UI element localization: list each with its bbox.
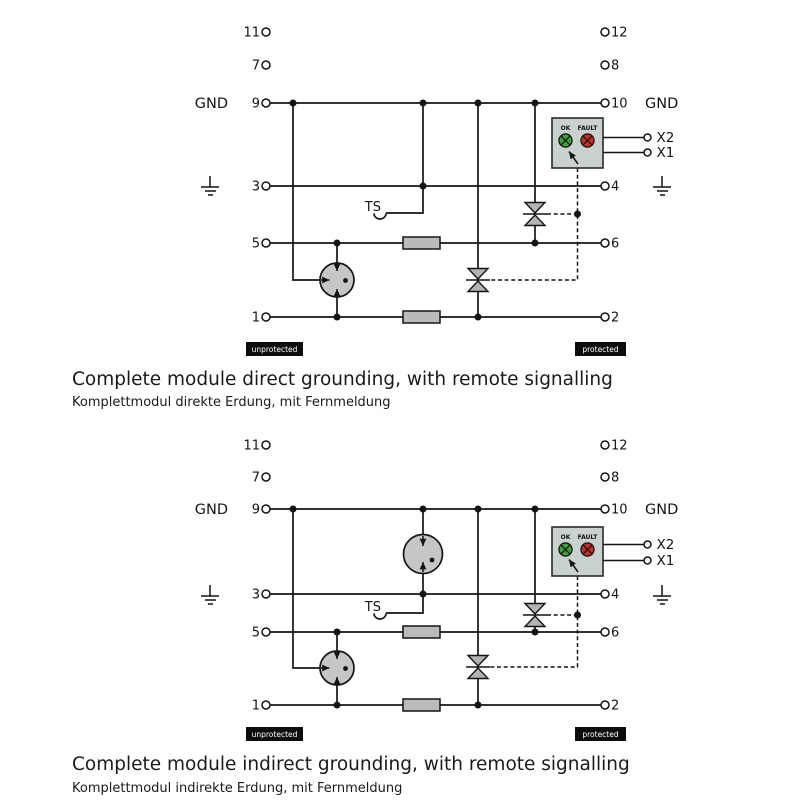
remote-indicator-box bbox=[552, 527, 674, 576]
x2-label: X2 bbox=[656, 537, 675, 553]
terminal-circle-8 bbox=[601, 61, 609, 69]
gas-discharge-tube-icon bbox=[320, 263, 354, 297]
terminal-label-11: 11 bbox=[243, 25, 260, 41]
junction-dot bbox=[420, 506, 427, 513]
junction-dot bbox=[290, 100, 297, 107]
terminal-label-1: 1 bbox=[251, 310, 260, 326]
ts-disconnect-label: TS bbox=[364, 600, 381, 615]
terminal-circle-1 bbox=[262, 701, 270, 709]
terminal-label-8: 8 bbox=[611, 470, 620, 486]
junction-dot bbox=[420, 591, 427, 598]
ok-label: OK bbox=[560, 534, 571, 541]
wire-ts-tap bbox=[374, 186, 423, 219]
remote-indicator-box bbox=[552, 118, 674, 168]
earth-gas-discharge-tube-icon bbox=[404, 535, 443, 574]
junction-dot bbox=[532, 100, 539, 107]
gnd-label-left: GND bbox=[194, 502, 228, 518]
terminal-label-4: 4 bbox=[611, 179, 620, 195]
gdt-electrode-dot bbox=[343, 278, 348, 283]
fault-label: FAULT bbox=[577, 534, 598, 541]
terminal-label-1: 1 bbox=[251, 698, 260, 714]
surge-arrester-icon-1-2 bbox=[466, 656, 490, 679]
junction-dot bbox=[532, 506, 539, 513]
diagram-direct-grounding bbox=[72, 26, 678, 411]
zone-labels bbox=[246, 342, 626, 356]
terminal-label-9: 9 bbox=[251, 502, 260, 518]
junction-dot bbox=[334, 314, 341, 321]
terminal-circle-5 bbox=[262, 239, 270, 247]
resistor-icon-5-6 bbox=[403, 626, 440, 638]
gdt-electrode-dot bbox=[430, 558, 435, 563]
terminal-circle-12 bbox=[601, 441, 609, 449]
junction-dot bbox=[334, 702, 341, 709]
terminal-label-6: 6 bbox=[611, 625, 620, 641]
terminal-circle-9 bbox=[262, 99, 270, 107]
junction-dot bbox=[574, 612, 581, 619]
terminal-circle-x2 bbox=[644, 541, 651, 548]
gdt-electrode-dot bbox=[343, 666, 348, 671]
x1-label: X1 bbox=[656, 553, 675, 569]
gas-discharge-tube-icon bbox=[320, 651, 354, 685]
junction-dot bbox=[334, 629, 341, 636]
terminal-circle-5 bbox=[262, 628, 270, 636]
terminal-circle-8 bbox=[601, 473, 609, 481]
terminal-label-12: 12 bbox=[611, 25, 628, 41]
terminal-circle-2 bbox=[601, 313, 609, 321]
earth-ground-icon-right bbox=[653, 176, 671, 195]
terminal-circle-6 bbox=[601, 239, 609, 247]
terminal-circle-x1 bbox=[644, 149, 651, 156]
x2-label: X2 bbox=[656, 130, 675, 146]
earth-ground-icon-left bbox=[201, 176, 219, 195]
resistor-icon-1-2 bbox=[403, 699, 440, 711]
junction-dot bbox=[420, 100, 427, 107]
terminal-circle-6 bbox=[601, 628, 609, 636]
gnd-label-right: GND bbox=[645, 96, 679, 112]
diagram-indirect-grounding bbox=[72, 439, 678, 797]
wire-gdt-feed bbox=[293, 509, 320, 668]
junction-dot bbox=[574, 211, 581, 218]
terminal-label-6: 6 bbox=[611, 236, 620, 252]
wire-gdt-feed bbox=[293, 103, 320, 280]
terminal-label-3: 3 bbox=[251, 179, 260, 195]
terminal-circle-3 bbox=[262, 182, 270, 190]
terminal-label-12: 12 bbox=[611, 438, 628, 454]
wire-ts-tap bbox=[374, 594, 423, 619]
terminal-label-7: 7 bbox=[251, 470, 260, 486]
terminal-circle-x1 bbox=[644, 557, 651, 564]
terminal-label-10: 10 bbox=[611, 96, 628, 112]
earth-ground-icon-left bbox=[201, 585, 219, 604]
junction-dot bbox=[475, 100, 482, 107]
terminal-circle-10 bbox=[601, 505, 609, 513]
terminal-circle-10 bbox=[601, 99, 609, 107]
terminal-circle-7 bbox=[262, 61, 270, 69]
terminal-circle-7 bbox=[262, 473, 270, 481]
terminal-circle-11 bbox=[262, 28, 270, 36]
terminal-label-8: 8 bbox=[611, 58, 620, 74]
signal-contact-wires bbox=[603, 138, 644, 153]
terminal-label-11: 11 bbox=[243, 438, 260, 454]
junction-dot bbox=[420, 183, 427, 190]
terminal-circle-4 bbox=[601, 590, 609, 598]
diagram-subtitle: Komplettmodul indirekte Erdung, mit Fernmeldung bbox=[72, 781, 403, 796]
terminal-circle-2 bbox=[601, 701, 609, 709]
terminal-label-3: 3 bbox=[251, 587, 260, 603]
x1-label: X1 bbox=[656, 145, 675, 161]
terminals-right bbox=[601, 439, 678, 714]
terminal-label-5: 5 bbox=[251, 625, 260, 641]
earth-ground-icon-right bbox=[653, 585, 671, 604]
junction-dot bbox=[475, 506, 482, 513]
ts-disconnect-label: TS bbox=[364, 200, 381, 215]
terminal-circle-11 bbox=[262, 441, 270, 449]
signal-contact-wires bbox=[603, 545, 644, 561]
junction-dot bbox=[475, 702, 482, 709]
terminal-label-2: 2 bbox=[611, 698, 620, 714]
gnd-label-left: GND bbox=[194, 96, 228, 112]
terminal-circle-3 bbox=[262, 590, 270, 598]
terminals-left bbox=[195, 439, 270, 714]
resistor-icon-5-6 bbox=[403, 237, 440, 249]
terminal-label-5: 5 bbox=[251, 236, 260, 252]
terminals-right bbox=[601, 26, 678, 326]
terminal-circle-4 bbox=[601, 182, 609, 190]
zone-labels bbox=[246, 727, 626, 741]
surge-arrester-icon-1-2 bbox=[466, 269, 490, 292]
diagram-subtitle: Komplettmodul direkte Erdung, mit Fernmeldung bbox=[72, 395, 391, 410]
terminal-label-2: 2 bbox=[611, 310, 620, 326]
terminal-label-9: 9 bbox=[251, 96, 260, 112]
zone-unprotected-label: unprotected bbox=[251, 345, 298, 354]
junction-dot bbox=[532, 240, 539, 247]
zone-protected-label: protected bbox=[582, 730, 619, 739]
terminals-left bbox=[195, 26, 270, 326]
zone-unprotected-label: unprotected bbox=[251, 730, 298, 739]
diagram-title: Complete module indirect grounding, with remote signalling bbox=[72, 754, 630, 775]
diagram-title: Complete module direct grounding, with remote signalling bbox=[72, 369, 613, 390]
terminal-circle-9 bbox=[262, 505, 270, 513]
terminal-circle-1 bbox=[262, 313, 270, 321]
fault-label: FAULT bbox=[577, 125, 598, 132]
ok-label: OK bbox=[560, 125, 571, 132]
junction-dot bbox=[334, 240, 341, 247]
gnd-label-right: GND bbox=[645, 502, 679, 518]
surge-arrester-icon-5-6 bbox=[523, 604, 547, 627]
terminal-label-10: 10 bbox=[611, 502, 628, 518]
terminal-circle-12 bbox=[601, 28, 609, 36]
junction-dot bbox=[475, 314, 482, 321]
junction-dot bbox=[290, 506, 297, 513]
terminal-label-4: 4 bbox=[611, 587, 620, 603]
terminal-circle-x2 bbox=[644, 134, 651, 141]
junction-dot bbox=[532, 629, 539, 636]
resistor-icon-1-2 bbox=[403, 311, 440, 323]
surge-arrester-icon-5-6 bbox=[523, 203, 547, 226]
terminal-label-7: 7 bbox=[251, 58, 260, 74]
zone-protected-label: protected bbox=[582, 345, 619, 354]
